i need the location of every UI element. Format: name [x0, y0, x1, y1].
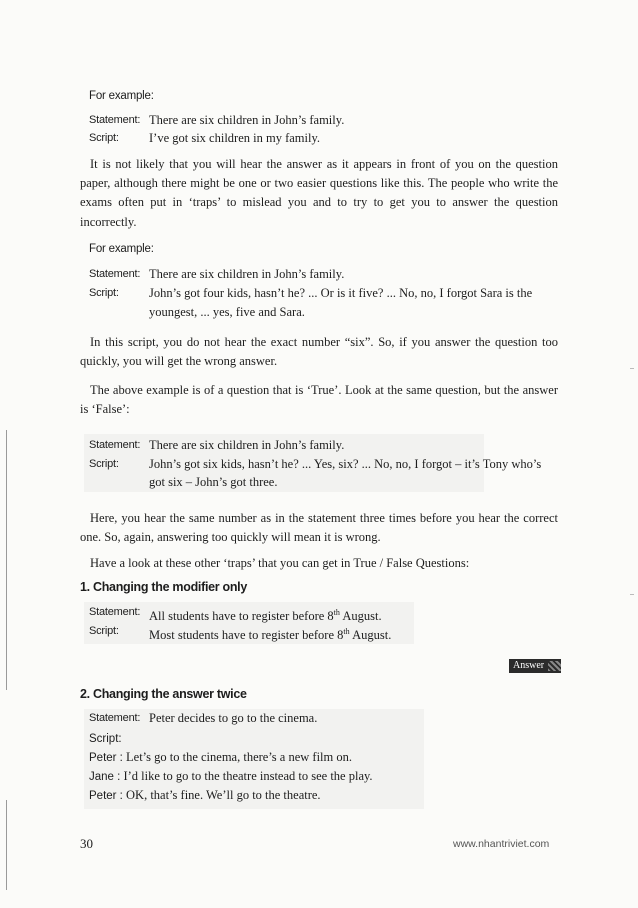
- example3-script-row-2: [149, 474, 559, 491]
- paragraph-text: Here, you hear the same number as in the statement three times before you hear the correct one. So, again, answering too quickly will mean it is wrong.: [80, 511, 558, 545]
- script-text: Most students have to register before 8th August.: [149, 627, 392, 643]
- binding-edge-line-lower: [6, 800, 7, 890]
- edge-tick: [630, 594, 634, 595]
- paragraph-text: Have a look at these other ‘traps’ that you can get in True / False Questions:: [90, 556, 470, 570]
- dialog-line: [89, 768, 373, 786]
- edge-tick: [630, 368, 634, 369]
- section1-script-row: [89, 623, 559, 644]
- example2-statement-row: [89, 266, 564, 283]
- example2-script-row-2: [149, 304, 559, 321]
- script-text-line1: John’s got four kids, hasn’t he? ... Or is it five? ... No, no, I forgot Sara is the: [149, 286, 533, 300]
- statement-label: Statement:: [89, 268, 141, 280]
- section2-statement-row: [89, 710, 559, 727]
- website-link[interactable]: www.nhantriviet.com: [453, 838, 550, 850]
- answer-label: Answer: [513, 660, 545, 671]
- script-label-row: [89, 730, 122, 748]
- statement-text: There are six children in John’s family.: [149, 267, 345, 281]
- script-text-line1: John’s got six kids, hasn’t he? ... Yes, six? ... No, no, I forgot – it’s Tony who’s: [149, 457, 542, 471]
- example-heading: For example:: [89, 243, 154, 255]
- dialog-text: I’d like to go to the theatre instead to see the play.: [123, 769, 373, 783]
- paragraph-six: [80, 333, 558, 371]
- dialog-text: OK, that’s fine. We’ll go to the theatre.: [126, 788, 321, 802]
- paragraph-true-false: [80, 381, 558, 419]
- example3-statement-row: [89, 437, 564, 454]
- section1-statement-row: [89, 604, 559, 625]
- answer-pattern-icon: [548, 661, 561, 671]
- statement-label: Statement:: [89, 606, 141, 618]
- script-text: I’ve got six children in my family.: [149, 131, 321, 145]
- statement-text: There are six children in John’s family.: [149, 113, 345, 127]
- speaker: Jane :: [89, 771, 121, 783]
- example3-script-row: [89, 456, 564, 473]
- dialog-text: Let’s go to the cinema, there’s a new film on.: [126, 750, 352, 764]
- speaker: Peter :: [89, 790, 123, 802]
- paragraph-text: In this script, you do not hear the exact number “six”. So, if you answer the question too quickly, you will get the wrong answer.: [80, 335, 558, 369]
- paragraph-correct-one: [80, 509, 558, 547]
- example1-script-row: [89, 130, 559, 147]
- section-heading-modifier: 1. Changing the modifier only: [80, 580, 248, 594]
- paragraph-traps: [80, 155, 558, 232]
- example-heading: For example:: [89, 90, 154, 102]
- script-text-line2: got six – John’s got three.: [149, 475, 278, 489]
- script-label: Script:: [89, 132, 119, 144]
- example1-statement-row: [89, 112, 559, 129]
- example2-script-row: [89, 285, 564, 302]
- statement-text: All students have to register before 8th August.: [149, 608, 382, 624]
- page-number: 30: [80, 836, 93, 851]
- section-heading-answer-twice: 2. Changing the answer twice: [80, 687, 247, 701]
- statement-label: Statement:: [89, 439, 141, 451]
- script-label: Script:: [89, 625, 119, 637]
- speaker: Peter :: [89, 752, 123, 764]
- dialog-line: [89, 787, 321, 805]
- answer-tab[interactable]: [509, 659, 561, 673]
- script-label: Script:: [89, 287, 119, 299]
- paragraph-text: The above example is of a question that is ‘True’. Look at the same question, but the answer is ‘False’:: [80, 383, 558, 417]
- paragraph-text: It is not likely that you will hear the answer as it appears in front of you on the question paper, although there might be one or two easier questions like this. The people who write the exams often put in ‘traps’ to mislead you and to try to get you to answer the question incorrectly.: [80, 157, 558, 229]
- dialog-line: [89, 749, 352, 767]
- binding-edge-line: [6, 430, 7, 690]
- statement-text: There are six children in John’s family.: [149, 438, 345, 452]
- paragraph-other-traps: [80, 554, 558, 573]
- script-label: Script:: [89, 458, 119, 470]
- statement-text: Peter decides to go to the cinema.: [149, 711, 318, 725]
- statement-label: Statement:: [89, 114, 141, 126]
- script-label: Script:: [89, 733, 122, 745]
- statement-label: Statement:: [89, 712, 141, 724]
- script-text-line2: youngest, ... yes, five and Sara.: [149, 305, 305, 319]
